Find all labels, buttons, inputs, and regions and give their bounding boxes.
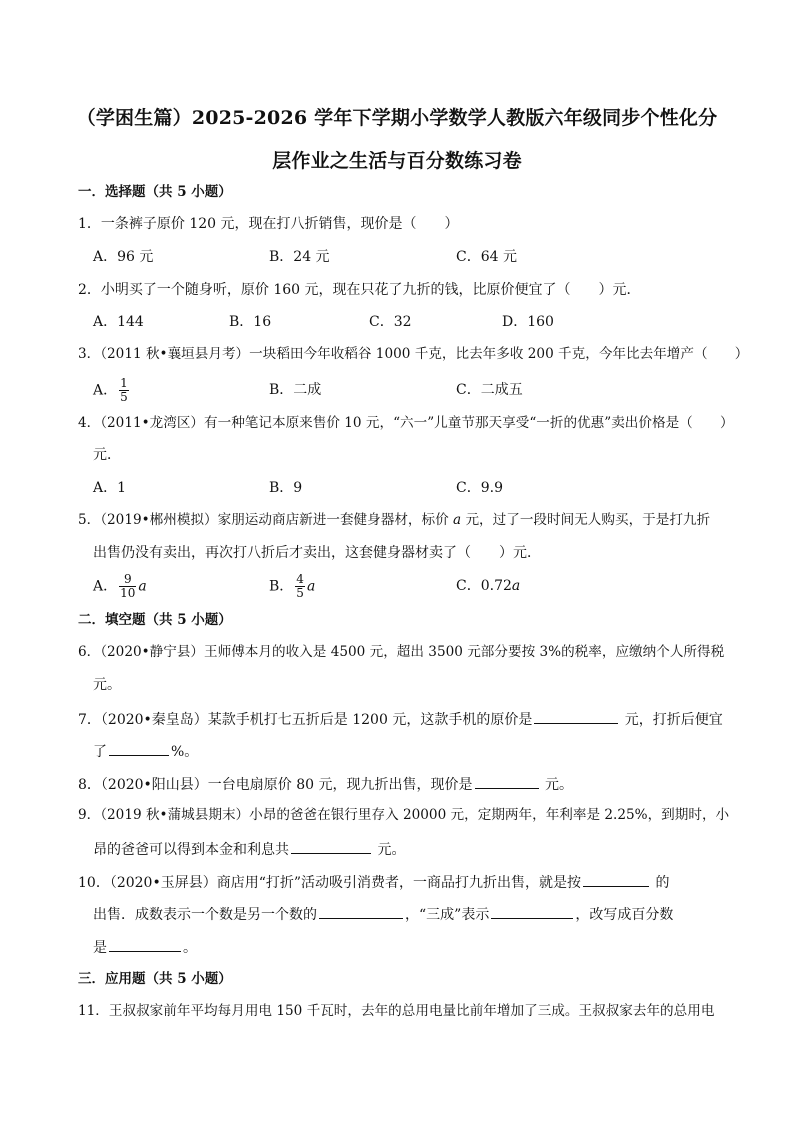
section-application: 三．应用题（共 5 小题） [78, 971, 232, 987]
title-line-1: （学困生篇）2025-2026 学年下学期小学数学人教版六年级同步个性化分 [76, 107, 718, 129]
q1-option-c: C．64 元 [456, 249, 517, 265]
fraction: $\frac{4}{5}$ [296, 572, 304, 600]
answer-blank[interactable] [109, 937, 181, 952]
q3-option-b: B．二成 [269, 382, 322, 398]
fraction: $\frac{9}{10}$ [120, 572, 136, 600]
question-1: 1．一条裤子原价 120 元，现在打八折销售，现价是（ ） [78, 216, 459, 232]
answer-blank[interactable] [583, 872, 649, 887]
q5-option-a: A． $\frac{9}{10}$ a [93, 572, 147, 600]
q2-option-a: A．144 [93, 314, 144, 330]
question-4-line-2: 元． [93, 447, 121, 463]
question-11-line-1: 11．王叔叔家前年平均每月用电 150 千瓦时，去年的总用电量比前年增加了三成。王叔叔家去年的总用电 [78, 1003, 715, 1019]
q5-option-b: B． $\frac{4}{5}$ a [269, 572, 316, 600]
question-9-line-1: 9．（2019 秋•蒲城县期末）小昂的爸爸在银行里存入 20000 元，定期两年，年利率是 2.25%，到期时，小 [78, 807, 730, 823]
q2-option-c: C．32 [369, 314, 412, 330]
question-10-line-3: 是 。 [93, 937, 197, 957]
question-4-line-1: 4．（2011•龙湾区）有一种笔记本原来售价 10 元，“六一”儿童节那天享受“一折的优惠”卖出价格是（ ） [78, 415, 734, 431]
answer-blank[interactable] [491, 904, 573, 919]
q3-option-c: C．二成五 [456, 382, 523, 398]
q4-option-a: A．1 [93, 480, 127, 496]
q2-option-b: B．16 [229, 314, 272, 330]
answer-blank[interactable] [534, 709, 618, 724]
question-5-line-2: 出售仍没有卖出，再次打八折后才卖出，这套健身器材卖了（ ）元． [93, 545, 541, 561]
question-10-line-2: 出售．成数表示一个数是另一个数的 ，“三成”表示 ，改写成百分数 [93, 904, 673, 924]
question-10-line-1: 10．（2020•玉屏县）商店用“打折”活动吸引消费者，一商品打九折出售，就是按 的 [78, 872, 669, 892]
q1-option-a: A．96 元 [93, 249, 154, 265]
question-7-line-2: 了 %。 [93, 741, 198, 761]
q4-option-b: B．9 [269, 480, 303, 496]
question-2: 2．小明买了一个随身听，原价 160 元，现在只花了九折的钱，比原价便宜了（ ）元． [78, 282, 641, 298]
answer-blank[interactable] [319, 904, 403, 919]
answer-blank[interactable] [291, 839, 371, 854]
question-3: 3．（2011 秋•襄垣县月考）一块稻田今年收稻谷 1000 千克，比去年多收 200 千克，今年比去年增产（ ） [78, 346, 749, 362]
fraction: $\frac{1}{5}$ [120, 376, 128, 404]
question-5-line-1: 5．（2019•郴州模拟）家朋运动商店新进一套健身器材，标价 a 元，过了一段时间无人购买，于是打九折 [78, 512, 711, 528]
q5-option-c: C．0.72a [456, 578, 521, 594]
question-6-line-1: 6．（2020•静宁县）王师傅本月的收入是 4500 元，超出 3500 元部分要按 3%的税率，应缴纳个人所得税 [78, 644, 725, 660]
answer-blank[interactable] [475, 774, 539, 789]
question-7-line-1: 7．（2020•秦皇岛）某款手机打七五折后是 1200 元，这款手机的原价是 元，打折后便宜 [78, 709, 723, 729]
question-9-line-2: 昂的爸爸可以得到本金和利息共 元。 [93, 839, 405, 859]
q2-option-d: D．160 [502, 314, 554, 330]
section-choice: 一．选择题（共 5 小题） [78, 184, 232, 200]
question-6-line-2: 元。 [93, 677, 121, 693]
section-fill-blank: 二．填空题（共 5 小题） [78, 612, 232, 628]
answer-blank[interactable] [109, 741, 169, 756]
title-line-2: 层作业之生活与百分数练习卷 [272, 150, 522, 172]
question-8: 8．（2020•阳山县）一台电扇原价 80 元，现九折出售，现价是 元。 [78, 774, 573, 794]
q4-option-c: C．9.9 [456, 480, 503, 496]
q3-option-a: A． $\frac{1}{5}$ [93, 376, 128, 404]
q1-option-b: B．24 元 [269, 249, 330, 265]
